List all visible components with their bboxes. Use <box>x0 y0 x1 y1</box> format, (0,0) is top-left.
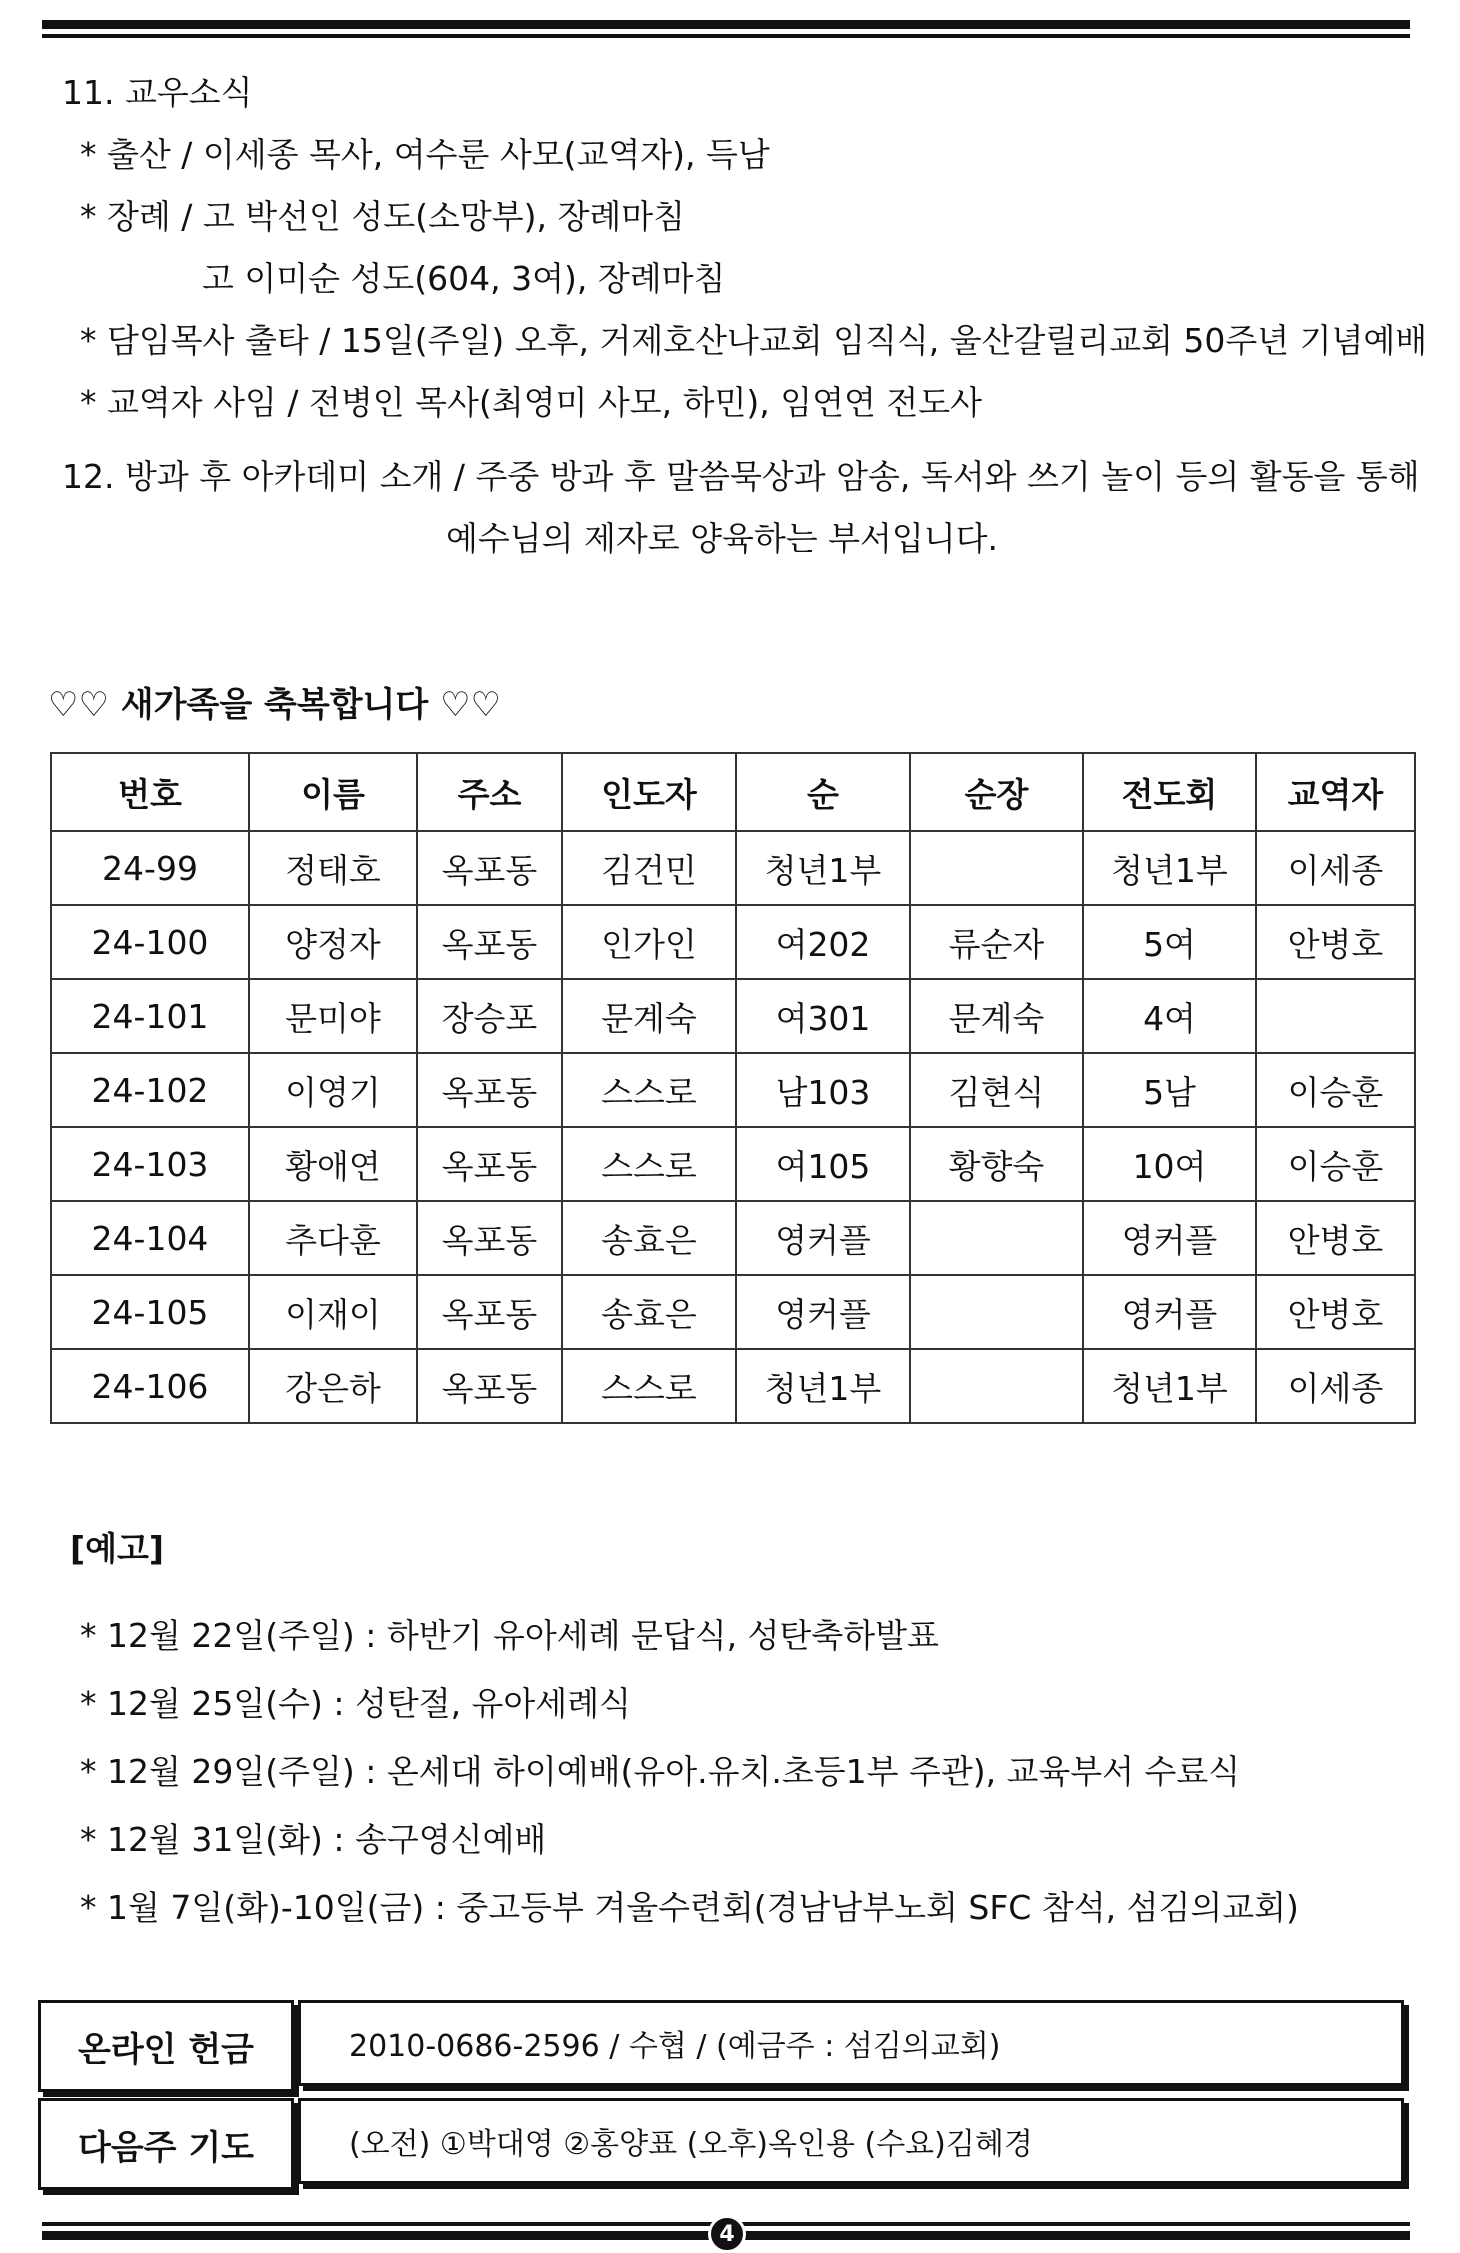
cell-leader <box>910 1349 1083 1423</box>
cell-minister: 이승훈 <box>1256 1127 1415 1201</box>
cell-leader: 류순자 <box>910 905 1083 979</box>
cell-guide: 스스로 <box>562 1349 736 1423</box>
new-family-table <box>50 752 1416 1424</box>
col-mission-header: 전도회 <box>1083 753 1256 831</box>
cell-mission: 청년1부 <box>1083 831 1256 905</box>
cell-group: 여301 <box>736 979 910 1053</box>
table-row <box>51 1053 1415 1127</box>
cell-group: 청년1부 <box>736 1349 910 1423</box>
news-item-birth: * 출산 / 이세종 목사, 여수룬 사모(교역자), 득남 <box>80 135 770 174</box>
cell-group: 여105 <box>736 1127 910 1201</box>
table-body <box>51 831 1415 1423</box>
news-item-funeral-1: * 장례 / 고 박선인 성도(소망부), 장례마침 <box>80 197 685 236</box>
cell-address: 옥포동 <box>417 1127 562 1201</box>
cell-minister: 이승훈 <box>1256 1053 1415 1127</box>
church-news-section <box>62 62 1432 570</box>
table-row <box>51 1127 1415 1201</box>
table-row <box>51 979 1415 1053</box>
cell-minister: 안병호 <box>1256 1275 1415 1349</box>
cell-group: 남103 <box>736 1053 910 1127</box>
cell-mission: 청년1부 <box>1083 1349 1256 1423</box>
cell-guide: 송효은 <box>562 1275 736 1349</box>
notice-list <box>80 1602 1299 1942</box>
cell-group: 여202 <box>736 905 910 979</box>
cell-leader <box>910 1275 1083 1349</box>
cell-name: 정태호 <box>249 831 417 905</box>
online-offering-label: 온라인 헌금 <box>38 2000 294 2092</box>
cell-address: 옥포동 <box>417 1201 562 1275</box>
news-heading: 11. 교우소식 <box>62 73 253 112</box>
cell-guide: 문계숙 <box>562 979 736 1053</box>
cell-minister <box>1256 979 1415 1053</box>
col-group-header: 순 <box>736 753 910 831</box>
academy-intro-line-1: 12. 방과 후 아카데미 소개 / 주중 방과 후 말씀묵상과 암송, 독서와 쓰기 놀이 등의 활동을 통해 <box>62 457 1420 496</box>
notice-item: * 12월 22일(주일) : 하반기 유아세례 문답식, 성탄축하발표 <box>80 1616 939 1655</box>
cell-name: 이영기 <box>249 1053 417 1127</box>
cell-group: 영커플 <box>736 1201 910 1275</box>
cell-mission: 4여 <box>1083 979 1256 1053</box>
table-row <box>51 1275 1415 1349</box>
cell-group: 청년1부 <box>736 831 910 905</box>
cell-number: 24-100 <box>51 905 249 979</box>
cell-leader: 황향숙 <box>910 1127 1083 1201</box>
online-offering-account: 2010-0686-2596 / 수협 / (예금주 : 섬김의교회) <box>298 2000 1404 2086</box>
cell-number: 24-103 <box>51 1127 249 1201</box>
cell-name: 이재이 <box>249 1275 417 1349</box>
table-row <box>51 905 1415 979</box>
cell-number: 24-101 <box>51 979 249 1053</box>
notice-title: [예고] <box>70 1529 164 1568</box>
table-row <box>51 831 1415 905</box>
cell-mission: 5여 <box>1083 905 1256 979</box>
cell-number: 24-102 <box>51 1053 249 1127</box>
news-item-funeral-2: 고 이미순 성도(604, 3여), 장례마침 <box>202 259 726 298</box>
next-week-prayer-label: 다음주 기도 <box>38 2098 294 2190</box>
cell-name: 강은하 <box>249 1349 417 1423</box>
col-leader-header: 순장 <box>910 753 1083 831</box>
cell-guide: 송효은 <box>562 1201 736 1275</box>
cell-address: 옥포동 <box>417 1053 562 1127</box>
cell-guide: 인가인 <box>562 905 736 979</box>
cell-guide: 스스로 <box>562 1127 736 1201</box>
cell-name: 추다훈 <box>249 1201 417 1275</box>
cell-group: 영커플 <box>736 1275 910 1349</box>
cell-name: 양정자 <box>249 905 417 979</box>
cell-guide: 김건민 <box>562 831 736 905</box>
cell-address: 옥포동 <box>417 831 562 905</box>
cell-leader <box>910 831 1083 905</box>
cell-name: 문미야 <box>249 979 417 1053</box>
cell-minister: 안병호 <box>1256 905 1415 979</box>
cell-leader <box>910 1201 1083 1275</box>
cell-number: 24-99 <box>51 831 249 905</box>
col-name-header: 이름 <box>249 753 417 831</box>
cell-leader: 문계숙 <box>910 979 1083 1053</box>
col-minister-header: 교역자 <box>1256 753 1415 831</box>
col-guide-header: 인도자 <box>562 753 736 831</box>
cell-mission: 영커플 <box>1083 1275 1256 1349</box>
cell-mission: 10여 <box>1083 1127 1256 1201</box>
cell-number: 24-104 <box>51 1201 249 1275</box>
table-row <box>51 1349 1415 1423</box>
cell-name: 황애연 <box>249 1127 417 1201</box>
news-item-pastor-away: * 담임목사 출타 / 15일(주일) 오후, 거제호산나교회 임직식, 울산갈릴리교회 50주년 기념예배 <box>80 321 1428 360</box>
top-rule-thin <box>42 34 1410 38</box>
cell-address: 옥포동 <box>417 1349 562 1423</box>
notice-item: * 12월 29일(주일) : 온세대 하이예배(유아.유치.초등1부 주관), 교육부서 수료식 <box>80 1752 1241 1791</box>
cell-address: 옥포동 <box>417 1275 562 1349</box>
cell-mission: 영커플 <box>1083 1201 1256 1275</box>
cell-mission: 5남 <box>1083 1053 1256 1127</box>
cell-guide: 스스로 <box>562 1053 736 1127</box>
top-rule-thick <box>42 20 1410 29</box>
academy-intro-line-2: 예수님의 제자로 양육하는 부서입니다. <box>445 519 998 558</box>
cell-minister: 이세종 <box>1256 1349 1415 1423</box>
cell-minister: 안병호 <box>1256 1201 1415 1275</box>
col-number-header: 번호 <box>51 753 249 831</box>
page-number-badge: 4 <box>708 2215 746 2253</box>
cell-address: 장승포 <box>417 979 562 1053</box>
cell-address: 옥포동 <box>417 905 562 979</box>
cell-leader: 김현식 <box>910 1053 1083 1127</box>
col-address-header: 주소 <box>417 753 562 831</box>
cell-minister: 이세종 <box>1256 831 1415 905</box>
cell-number: 24-105 <box>51 1275 249 1349</box>
cell-number: 24-106 <box>51 1349 249 1423</box>
notice-item: * 12월 25일(수) : 성탄절, 유아세례식 <box>80 1684 631 1723</box>
table-header-row <box>51 753 1415 831</box>
table-row <box>51 1201 1415 1275</box>
notice-item: * 1월 7일(화)-10일(금) : 중고등부 겨울수련회(경남남부노회 SFC 참석, 섬김의교회) <box>80 1888 1299 1927</box>
news-item-resignation: * 교역자 사임 / 전병인 목사(최영미 사모, 하민), 임연연 전도사 <box>80 383 982 422</box>
next-week-prayer-list: (오전) ①박대영 ②홍양표 (오후)옥인용 (수요)김혜경 <box>298 2098 1404 2184</box>
new-family-title: ♡♡ 새가족을 축복합니다 ♡♡ <box>48 685 502 725</box>
notice-item: * 12월 31일(화) : 송구영신예배 <box>80 1820 547 1859</box>
